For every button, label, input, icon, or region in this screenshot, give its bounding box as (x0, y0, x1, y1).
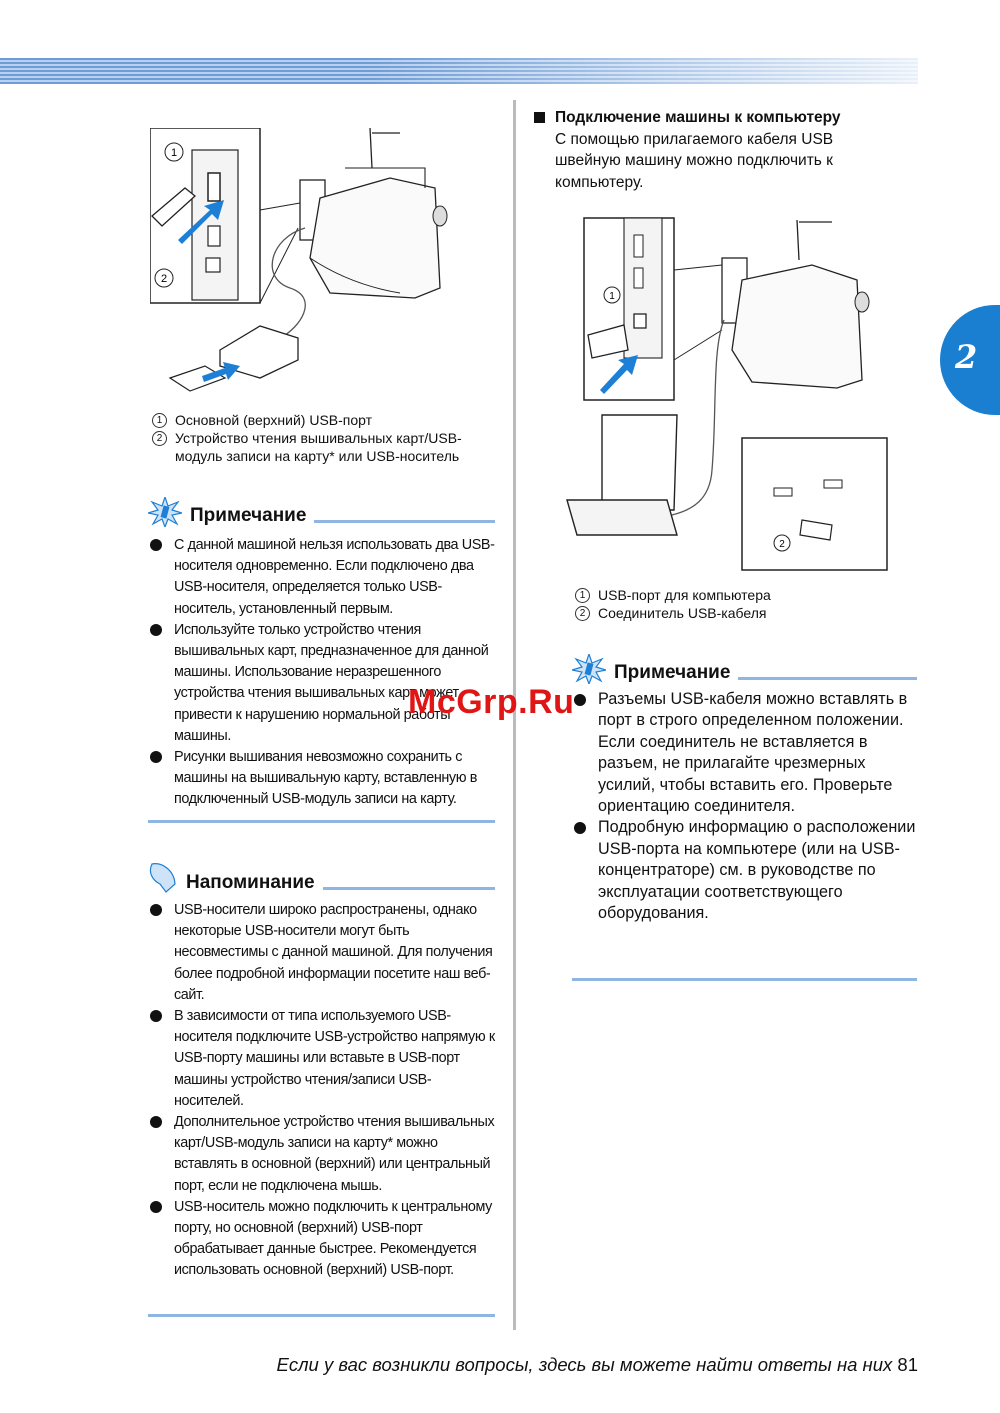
note-right-list (572, 689, 917, 924)
footer-text: Если у вас возникли вопросы, здесь вы можете найти ответы на них (276, 1354, 893, 1375)
list-item: Рисунки вышивания невозможно сохранить с машины на вышивальную карту, вставленную в подключенный USB-модуль записи на карту. (148, 747, 495, 811)
note-icon (572, 654, 606, 684)
reminder-icon (148, 862, 178, 894)
right-legend (575, 586, 905, 622)
svg-text:1: 1 (170, 147, 178, 159)
usb-port-top (208, 173, 220, 201)
cable (272, 228, 305, 338)
page-footer (277, 1354, 919, 1376)
note-right (572, 654, 917, 924)
note-title: Примечание (190, 505, 307, 526)
usb-port-b (206, 258, 220, 272)
legend-item: 2 Устройство чтения вышивальных карт/USB-модуль записи на карту* или USB-носитель (152, 429, 502, 465)
embroidery-card (170, 366, 225, 391)
legend-item: 2 Соединитель USB-кабеля (575, 604, 905, 622)
reminder-list (148, 900, 495, 1282)
note-right-end-rule (572, 978, 917, 981)
chapter-number: 2 (955, 338, 978, 376)
usb-cable (672, 320, 724, 515)
computer-connection-illustration (562, 210, 892, 575)
laptop-screen (602, 415, 677, 510)
laptop-keyboard (567, 500, 677, 535)
note-left (148, 497, 495, 811)
machine-body (732, 265, 862, 388)
list-item: USB-носитель можно подключить к центральному порту, но основной (верхний) USB-порт обрабатывает данные быстрее. Рекомендуется использовать основной (верхний) USB-порт. (148, 1197, 495, 1282)
svg-text:1: 1 (609, 291, 615, 302)
left-legend (152, 411, 502, 465)
list-item: Используйте только устройство чтения вышивальных карт, предназначенное для данной машины. Использование неразрешенного устройства чтения вышивальных карт может привести к нарушению нормальной работы машины. (148, 620, 495, 747)
note-left-end-rule (148, 820, 495, 823)
connect-section (534, 107, 894, 193)
reminder-box (148, 862, 495, 1282)
note-title: Примечание (614, 662, 731, 683)
header-stripe-fade (0, 58, 918, 84)
square-bullet-icon (534, 112, 545, 123)
reminder-end-rule (148, 1314, 495, 1317)
svg-text:2: 2 (160, 273, 168, 285)
watermark: McGrp.Ru (408, 683, 575, 721)
machine-body (310, 178, 440, 298)
legend-item: 1 USB-порт для компьютера (575, 586, 905, 604)
section-intro: С помощью прилагаемого кабеля USB швейную машину можно подключить к компьютеру. (555, 130, 834, 191)
reminder-title: Напоминание (186, 872, 315, 893)
usb-port-middle (208, 226, 220, 246)
list-item: С данной машиной нельзя использовать два USB-носителя одновременно. Если подключено два USB-носителя, определяется только USB-носитель, установленный первым. (148, 535, 495, 620)
list-item: Разъемы USB-кабеля можно вставлять в порт в строго определенном положении. Если соединитель не вставляется в разъем, не прилагайте чрезмерных усилий, чтобы вставить его. Проверьте ориентацию соединителя. (572, 689, 917, 817)
usb-b-port (634, 314, 646, 328)
list-item: В зависимости от типа используемого USB-носителя подключите USB-устройство напрямую к USB-порту машины или вставьте в USB-порт машины устройство чтения/записи USB-носителей. (148, 1006, 495, 1112)
page-number: 81 (897, 1354, 918, 1375)
list-item: Дополнительное устройство чтения вышивальных карт/USB-модуль записи на карту* можно вставлять в основной (верхний) или центральный порт, если не подключена мышь. (148, 1112, 495, 1197)
note-left-list (148, 535, 495, 811)
hand-wheel (433, 206, 447, 226)
note-icon (148, 497, 182, 527)
section-heading: Подключение машины к компьютеру (555, 109, 841, 126)
list-item: USB-носители широко распространены, однако некоторые USB-носители могут быть несовместимы с данной машиной. Для получения более подробной информации посетите наш веб-сайт. (148, 900, 495, 1006)
list-item: Подробную информацию о расположении USB-порта на компьютере (или на USB-концентраторе) см. в руководстве по эксплуатации соответствующего оборудования. (572, 817, 917, 924)
legend-item: 1 Основной (верхний) USB-порт (152, 411, 502, 429)
usb-reader-illustration (150, 128, 470, 393)
zoom-frame-computer (742, 438, 887, 570)
svg-text:2: 2 (779, 539, 785, 550)
